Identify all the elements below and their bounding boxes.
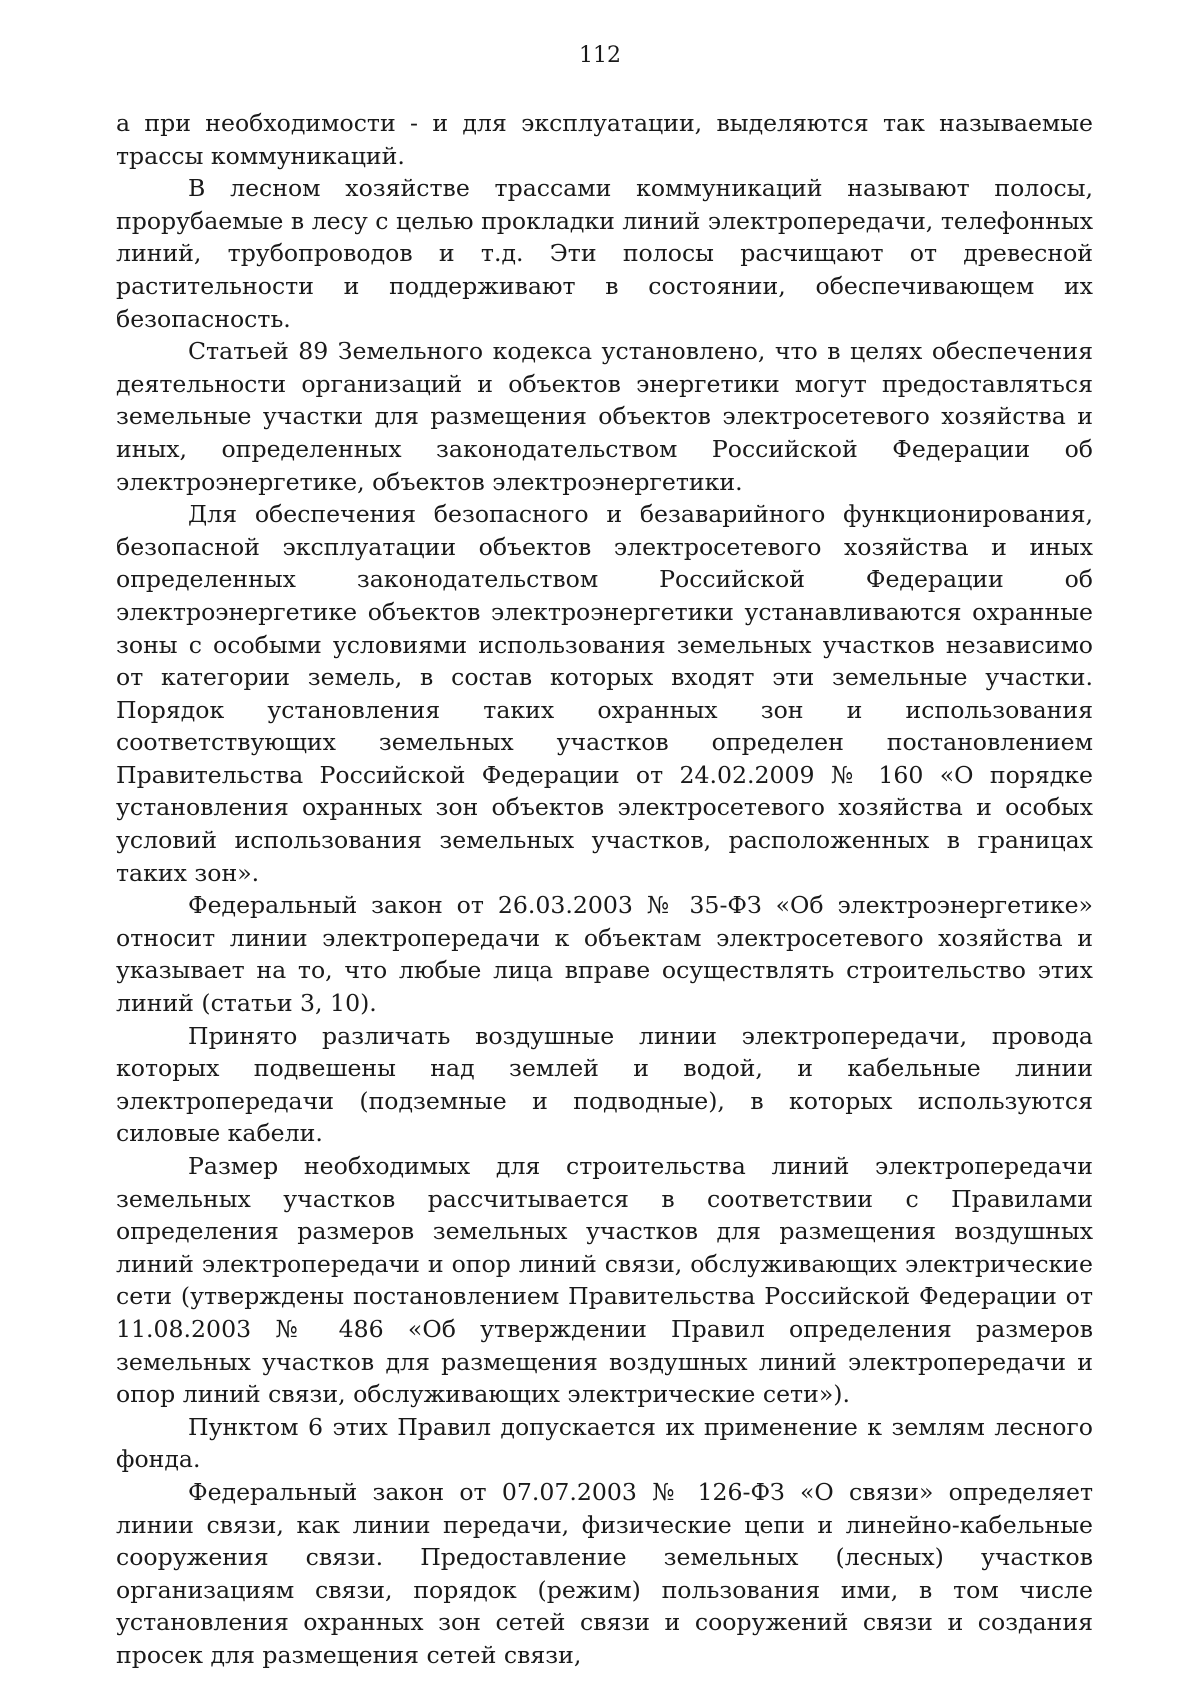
page-number: 112 — [579, 43, 621, 68]
paragraph-land-size-rules: Размер необходимых для строительства линий электропередачи земельных участков рассчитывается в соответствии с Правилами определения размеров земельных участков для размещения воздушных линий электропередачи и опор линий связи, обслуживающих электрические сети (утверждены постановлением Правительства Российской Федерации от 11.08.2003 № 486 «Об утверждении Правил определения размеров земельных участков для размещения воздушных линий электропередачи и опор линий связи, обслуживающих электрические сети»). — [116, 1152, 1093, 1409]
paragraph-forest-routes: В лесном хозяйстве трассами коммуникаций называют полосы, прорубаемые в лесу с целью прокладки линий электропередачи, телефонных линий, трубопроводов и т.д. Эти полосы расчищают от древесной растительности и поддерживают в состоянии, обеспечивающем их безопасность. — [116, 174, 1093, 333]
paragraph-protection-zones: Для обеспечения безопасного и безаварийного функционирования, безопасной эксплуатации объектов электросетевого хозяйства и иных определенных законодательством Российской Федерации об электроэнергетике объектов электроэнергетики устанавливаются охранные зоны с особыми условиями использования земельных участков независимо от категории земель, в состав которых входят эти земельные участки. Порядок установления таких охранных зон и использования соответствующих земельных участков определен постановлением Правительства Российской Федерации от 24.02.2009 № 160 «О порядке установления охранных зон объектов электросетевого хозяйства и особых условий использования земельных участков, расположенных в границах таких зон». — [116, 500, 1093, 887]
paragraph-rules-point-6: Пунктом 6 этих Правил допускается их применение к землям лесного фонда. — [116, 1412, 1093, 1474]
body-text — [116, 107, 1093, 1672]
paragraph-line-types: Принято различать воздушные линии электропередачи, провода которых подвешены над землей и водой, и кабельные линии электропередачи (подземные и подводные), в которых используются силовые кабели. — [116, 1021, 1093, 1148]
paragraph-communications-law: Федеральный закон от 07.07.2003 № 126-ФЗ «О связи» определяет линии связи, как линии передачи, физические цепи и линейно-кабельные сооружения связи. Предоставление земельных (лесных) участков организациям связи, порядок (режим) пользования ими, в том числе установления охранных зон сетей связи и сооружений связи и создания просек для размещения сетей связи, — [116, 1477, 1093, 1669]
paragraph-electroenergy-law: Федеральный закон от 26.03.2003 № 35-ФЗ «Об электроэнергетике» относит линии электропередачи к объектам электросетевого хозяйства и указывает на то, что любые лица вправе осуществлять строительство этих линий (статьи 3, 10). — [116, 891, 1093, 1018]
paragraph-continuation: а при необходимости - и для эксплуатации, выделяются так называемые трассы коммуникаций. — [116, 109, 1093, 170]
paragraph-land-code-article-89: Статьей 89 Земельного кодекса установлено, что в целях обеспечения деятельности организаций и объектов энергетики могут предоставляться земельные участки для размещения объектов электросетевого хозяйства и иных, определенных законодательством Российской Федерации об электроэнергетике, объектов электроэнергетики. — [116, 337, 1093, 496]
